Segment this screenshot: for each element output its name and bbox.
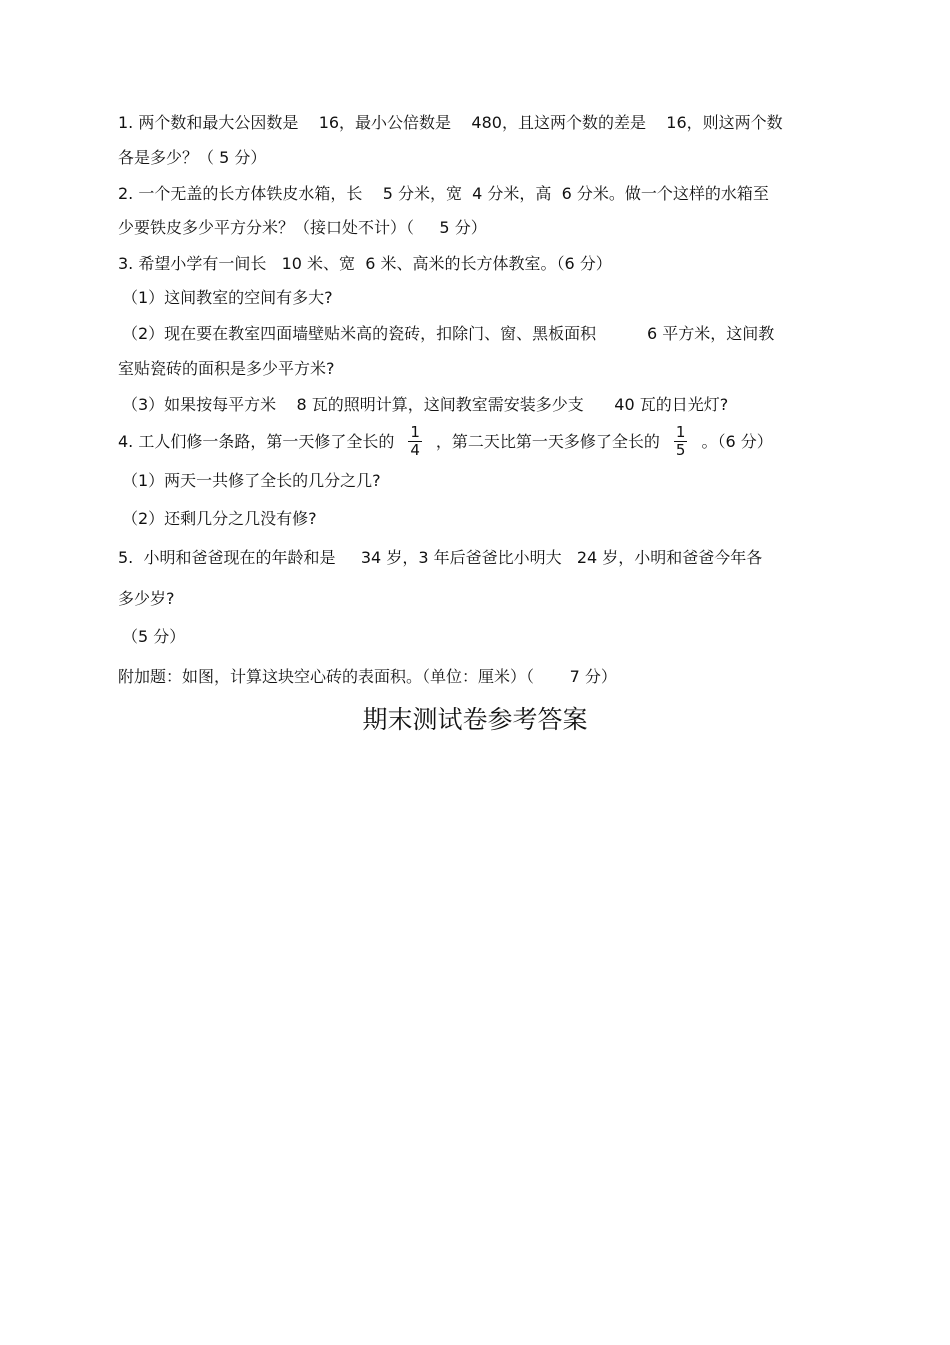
- question-2-line-2: 少要铁皮多少平方分米？（接口处不计）（ 5 分）: [118, 218, 487, 237]
- question-5-points: （5 分）: [122, 627, 186, 646]
- question-1-line-1: 1. 两个数和最大公因数是 16，最小公倍数是 480，且这两个数的差是 16，则这两个数: [118, 113, 783, 132]
- question-4-sub-1: （1）两天一共修了全长的几分之几?: [122, 471, 381, 490]
- question-3-sub-2-line-1: （2）现在要在教室四面墙壁贴米高的瓷砖，扣除门、窗、黑板面积 6 平方米，这间教: [122, 324, 775, 343]
- question-4-text-part-1: 4. 工人们修一条路，第一天修了全长的: [118, 432, 395, 451]
- fraction-1-denominator: 4: [410, 441, 420, 459]
- question-3-sub-1: （1）这间教室的空间有多大?: [122, 288, 333, 307]
- question-4-line-1: [118, 422, 773, 462]
- fraction-2-numerator: 1: [675, 423, 686, 441]
- question-5-line-1: 5. 小明和爸爸现在的年龄和是 34 岁，3 年后爸爸比小明大 24 岁，小明和爸爸今年各: [118, 548, 763, 567]
- fraction-2-denominator: 5: [675, 441, 686, 459]
- question-3-sub-3: （3）如果按每平方米 8 瓦的照明计算，这间教室需安装多少支 40 瓦的日光灯?: [122, 395, 729, 414]
- question-5-line-2: 多少岁?: [118, 589, 175, 608]
- fraction-1-numerator: 1: [410, 423, 420, 441]
- answer-key-heading: 期末测试卷参考答案: [362, 705, 588, 734]
- question-3-line-1: 3. 希望小学有一间长 10 米、宽 6 米、高米的长方体教室。（6 分）: [118, 254, 612, 273]
- fraction-one-quarter: [408, 424, 422, 459]
- question-4-text-part-2: ，第二天比第一天多修了全长的: [435, 432, 660, 451]
- question-3-sub-2-line-2: 室贴瓷砖的面积是多少平方米?: [118, 359, 335, 378]
- question-4-sub-2: （2）还剩几分之几没有修?: [122, 509, 317, 528]
- question-1-line-2: 各是多少？（ 5 分）: [118, 148, 267, 167]
- fraction-one-fifth: [674, 424, 688, 459]
- question-2-line-1: 2. 一个无盖的长方体铁皮水箱，长 5 分米，宽 4 分米，高 6 分米。做一个这样的水箱至: [118, 184, 769, 203]
- bonus-question: 附加题：如图，计算这块空心砖的表面积。（单位：厘米）（ 7 分）: [118, 667, 617, 686]
- question-4-text-part-3: 。（6 分）: [701, 432, 773, 451]
